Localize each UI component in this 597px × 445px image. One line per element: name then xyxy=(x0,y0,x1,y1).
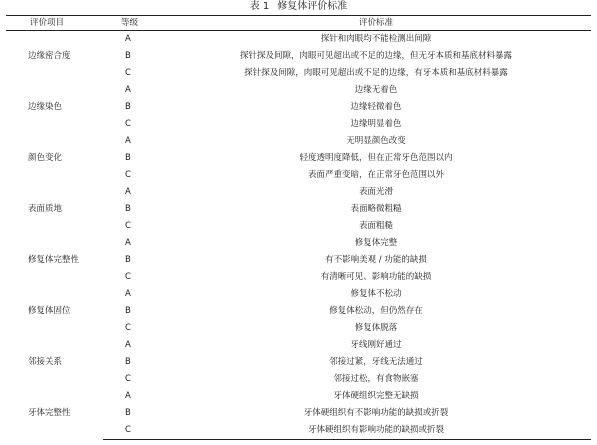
criteria-cell: 邻接过松，有食物嵌塞 xyxy=(333,374,419,384)
evaluation-criteria-table xyxy=(6,15,591,440)
table-row xyxy=(6,286,591,303)
grade-cell: A xyxy=(125,85,131,95)
grade-cell: B xyxy=(125,408,131,418)
criteria-cell: 牙体硬组织有不影响功能的缺损或折裂 xyxy=(303,408,449,418)
criteria-cell: 边缘明显着色 xyxy=(350,119,402,129)
table-title: 修复体评价标准 xyxy=(277,1,348,12)
grade-cell: C xyxy=(125,323,131,333)
criteria-cell: 邻接过紧，牙线无法通过 xyxy=(329,357,423,367)
grade-cell: B xyxy=(125,153,131,163)
table-header-row xyxy=(6,16,591,31)
grade-cell: C xyxy=(125,221,131,231)
evaluation-item: 修复体固位 xyxy=(28,306,71,316)
evaluation-item: 颜色变化 xyxy=(28,153,63,163)
table-row xyxy=(6,337,591,354)
grade-cell: B xyxy=(125,255,131,265)
criteria-cell: 牙体硬组织完整无缺损 xyxy=(333,391,419,401)
evaluation-item: 牙体完整性 xyxy=(28,408,71,419)
grade-cell: B xyxy=(125,357,131,367)
criteria-cell: 无明显颜色改变 xyxy=(346,136,406,146)
grade-cell: B xyxy=(125,306,131,316)
grade-cell: A xyxy=(125,289,131,299)
header-grade: 等级 xyxy=(103,16,161,31)
criteria-cell: 表面严重变暗，在正常牙色范围以外 xyxy=(307,170,444,180)
evaluation-item: 邻接关系 xyxy=(28,357,63,367)
table-row xyxy=(6,31,591,49)
criteria-cell: 表面粗糙 xyxy=(358,221,393,231)
criteria-cell: 探针探及间隙，肉眼可见超出或不足的边缘，但无牙本质和基底材料暴露 xyxy=(239,51,512,61)
evaluation-item: 修复体完整性 xyxy=(28,255,80,265)
table-row xyxy=(6,133,591,150)
criteria-cell: 边缘轻微着色 xyxy=(350,102,402,112)
criteria-cell: 有不影响美观 / 功能的缺损 xyxy=(325,255,427,265)
grade-cell: C xyxy=(125,272,131,282)
criteria-cell: 表面光滑 xyxy=(358,187,393,197)
grade-cell: A xyxy=(125,34,131,44)
evaluation-item: 边缘染色 xyxy=(28,102,63,112)
grade-cell: C xyxy=(125,68,131,78)
grade-cell: B xyxy=(125,51,131,61)
grade-cell: B xyxy=(125,204,131,214)
table-caption xyxy=(0,0,597,14)
grade-cell: C xyxy=(125,119,131,129)
evaluation-item: 边缘密合度 xyxy=(28,51,71,61)
criteria-cell: 修复体完整 xyxy=(354,238,398,248)
grade-cell: A xyxy=(125,238,131,248)
grade-cell: C xyxy=(125,170,131,180)
grade-cell: A xyxy=(125,136,131,146)
table-row xyxy=(6,184,591,201)
grade-cell: C xyxy=(125,374,131,384)
table-row xyxy=(6,388,591,405)
criteria-cell: 表面略微粗糙 xyxy=(350,204,402,214)
criteria-cell: 牙体硬组织有影响功能的缺损或折裂 xyxy=(161,422,591,440)
criteria-cell: 轻度透明度降低，但在正常牙色范围以内 xyxy=(299,153,453,163)
criteria-cell: 修复体脱落 xyxy=(354,323,398,333)
grade-cell: B xyxy=(125,102,131,112)
table-number: 表 1 xyxy=(249,1,270,12)
criteria-cell: 探针探及间隙，肉眼可见超出或不足的边缘，有牙本质和基底材料暴露 xyxy=(244,68,508,78)
evaluation-item: 表面质地 xyxy=(28,204,63,214)
header-item: 评价项目 xyxy=(6,16,103,31)
grade-cell: A xyxy=(125,187,131,197)
table-row xyxy=(6,235,591,252)
criteria-cell: 有清晰可见、影响功能的缺损 xyxy=(320,272,432,282)
grade-cell: A xyxy=(125,391,131,401)
criteria-cell: 修复体松动，但仍然存在 xyxy=(329,306,423,316)
table-row xyxy=(6,82,591,99)
criteria-cell: 探针和肉眼均不能检测出间隙 xyxy=(320,34,432,44)
header-criteria: 评价标准 xyxy=(161,16,591,31)
criteria-cell: 边缘无着色 xyxy=(354,85,398,95)
grade-cell: C xyxy=(103,422,161,440)
criteria-cell: 牙线刚好通过 xyxy=(350,340,402,350)
grade-cell: A xyxy=(125,340,131,350)
criteria-cell: 修复体不松动 xyxy=(350,289,402,299)
